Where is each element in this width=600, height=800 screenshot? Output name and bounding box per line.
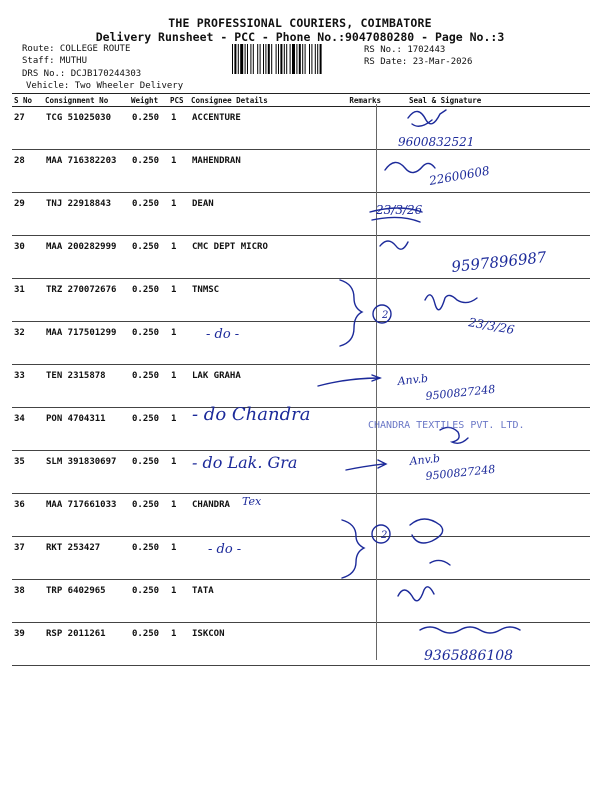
table-row xyxy=(12,537,590,580)
table-row xyxy=(12,408,590,451)
row-weight: 0.250 xyxy=(129,322,168,365)
row-weight: 0.250 xyxy=(129,107,168,150)
row-consignment-no: MAA 200282999 xyxy=(43,236,129,279)
table-row xyxy=(12,279,590,322)
row-seal xyxy=(383,580,590,623)
row-pcs: 1 xyxy=(168,451,189,494)
col-sno: S No xyxy=(12,94,43,107)
row-pcs: 1 xyxy=(168,580,189,623)
row-consignee xyxy=(189,451,339,494)
row-consignment-no: TNJ 22918843 xyxy=(43,193,129,236)
col-consignee: Consignee Details xyxy=(189,94,339,107)
row-sno: 33 xyxy=(12,365,43,408)
row-seal xyxy=(383,193,590,236)
row-weight: 0.250 xyxy=(129,537,168,580)
hw-phone-27: 9600832521 xyxy=(398,135,475,149)
hw-bracket-num-31: 2 xyxy=(382,310,389,321)
row-pcs: 1 xyxy=(168,150,189,193)
row-pcs: 1 xyxy=(168,537,189,580)
table-row xyxy=(12,365,590,408)
row-consignment-no: TEN 2315878 xyxy=(43,365,129,408)
drs-label: DRS No.: DCJB170244303 xyxy=(22,69,142,79)
row-consignee xyxy=(189,322,339,365)
table-row xyxy=(12,150,590,193)
row-pcs: 1 xyxy=(168,494,189,537)
row-consignee xyxy=(189,408,339,451)
row-weight: 0.250 xyxy=(129,408,168,451)
table-header-row xyxy=(12,94,590,107)
column-divider xyxy=(376,104,377,660)
row-seal xyxy=(383,236,590,279)
hw-date-32: 23/3/26 xyxy=(467,315,516,337)
row-sno: 37 xyxy=(12,537,43,580)
col-remarks: Remarks xyxy=(339,94,383,107)
row-consignment-no: TRP 6402965 xyxy=(43,580,129,623)
row-consignment-no: TRZ 270072676 xyxy=(43,279,129,322)
row-pcs: 1 xyxy=(168,365,189,408)
row-sno: 38 xyxy=(12,580,43,623)
row-sno: 32 xyxy=(12,322,43,365)
route-label: Route: COLLEGE ROUTE xyxy=(22,44,131,54)
row-consignee: CMC DEPT MICRO xyxy=(189,236,339,279)
row-consignee: TNMSC xyxy=(189,279,339,322)
row-consignment-no: SLM 391830697 xyxy=(43,451,129,494)
hw-tex-36: Tex xyxy=(242,495,262,508)
row-sno: 36 xyxy=(12,494,43,537)
row-consignee xyxy=(189,537,339,580)
row-seal xyxy=(383,322,590,365)
row-weight: 0.250 xyxy=(129,150,168,193)
row-seal xyxy=(383,494,590,537)
hw-bracket-num-36: 2 xyxy=(381,530,388,541)
hw-ditto-35: - do Lak. Gra xyxy=(192,453,298,472)
row-sno: 29 xyxy=(12,193,43,236)
row-seal xyxy=(383,408,590,451)
row-pcs: 1 xyxy=(168,193,189,236)
row-sno: 34 xyxy=(12,408,43,451)
runsheet-title: THE PROFESSIONAL COURIERS, COIMBATORE xyxy=(168,16,432,30)
table-row xyxy=(12,451,590,494)
row-sno: 27 xyxy=(12,107,43,150)
hw-name-35: Anv.b xyxy=(408,451,441,468)
row-seal xyxy=(383,107,590,150)
row-pcs: 1 xyxy=(168,279,189,322)
hw-phone-33: 9500827248 xyxy=(424,382,496,403)
row-weight: 0.250 xyxy=(129,236,168,279)
table-row xyxy=(12,580,590,623)
runsheet-subtitle: Delivery Runsheet - PCC - Phone No.:9047080280 - Page No.:3 xyxy=(95,30,505,44)
row-weight: 0.250 xyxy=(129,451,168,494)
row-weight: 0.250 xyxy=(129,623,168,666)
row-consignee: LAK GRAHA xyxy=(189,365,339,408)
row-weight: 0.250 xyxy=(129,494,168,537)
barcode-image xyxy=(232,44,360,74)
hw-phone-39: 9365886108 xyxy=(424,648,514,664)
hw-phone-28: 22600608 xyxy=(428,163,491,188)
row-weight: 0.250 xyxy=(129,580,168,623)
row-consignment-no: RKT 253427 xyxy=(43,537,129,580)
row-sno: 30 xyxy=(12,236,43,279)
runsheet-table xyxy=(12,93,590,666)
row-weight: 0.250 xyxy=(129,279,168,322)
hw-phone-35: 9500827248 xyxy=(424,462,496,483)
row-sno: 39 xyxy=(12,623,43,666)
rs-date: RS Date: 23-Mar-2026 xyxy=(364,57,473,67)
vehicle-label: Vehicle: Two Wheeler Delivery xyxy=(26,81,184,91)
row-pcs: 1 xyxy=(168,623,189,666)
col-weight: Weight xyxy=(129,94,168,107)
row-consignment-no: RSP 2011261 xyxy=(43,623,129,666)
table-row xyxy=(12,107,590,150)
row-consignee: ACCENTURE xyxy=(189,107,339,150)
row-weight: 0.250 xyxy=(129,365,168,408)
row-weight: 0.250 xyxy=(129,193,168,236)
col-pcs: PCS xyxy=(168,94,189,107)
row-consignee: MAHENDRAN xyxy=(189,150,339,193)
row-pcs: 1 xyxy=(168,236,189,279)
row-consignment-no: MAA 717661033 xyxy=(43,494,129,537)
row-seal xyxy=(383,279,590,322)
row-seal xyxy=(383,451,590,494)
row-consignment-no: PON 4704311 xyxy=(43,408,129,451)
hw-ditto-34: - do Chandra xyxy=(192,404,311,425)
staff-label: Staff: MUTHU xyxy=(22,56,88,66)
hw-ditto-37: - do - xyxy=(208,542,242,557)
table-row xyxy=(12,623,590,666)
table-row xyxy=(12,494,590,537)
row-consignee: DEAN xyxy=(189,193,339,236)
row-pcs: 1 xyxy=(168,107,189,150)
hw-date-29: 23/3/26 xyxy=(376,203,423,217)
row-seal xyxy=(383,150,590,193)
row-consignment-no: MAA 716382203 xyxy=(43,150,129,193)
table-row xyxy=(12,236,590,279)
row-sno: 35 xyxy=(12,451,43,494)
row-consignee: ISKCON xyxy=(189,623,339,666)
row-consignment-no: TCG 51025030 xyxy=(43,107,129,150)
hw-phone-30: 9597896987 xyxy=(450,248,548,276)
table-row xyxy=(12,322,590,365)
col-consignment: Consignment No xyxy=(43,94,129,107)
row-pcs: 1 xyxy=(168,322,189,365)
col-seal: Seal & Signature xyxy=(383,94,590,107)
rs-number: RS No.: 1702443 xyxy=(364,45,446,55)
hw-name-33: Anv.b xyxy=(396,371,429,388)
table-row xyxy=(12,193,590,236)
row-pcs: 1 xyxy=(168,408,189,451)
row-consignee: CHANDRA xyxy=(189,494,339,537)
hw-ditto-32: - do - xyxy=(206,327,240,342)
row-sno: 31 xyxy=(12,279,43,322)
row-sno: 28 xyxy=(12,150,43,193)
row-seal xyxy=(383,537,590,580)
row-consignee: TATA xyxy=(189,580,339,623)
company-stamp: CHANDRA TEXTILES PVT. LTD. xyxy=(368,420,525,431)
row-seal xyxy=(383,623,590,666)
row-consignment-no: MAA 717501299 xyxy=(43,322,129,365)
row-seal xyxy=(383,365,590,408)
